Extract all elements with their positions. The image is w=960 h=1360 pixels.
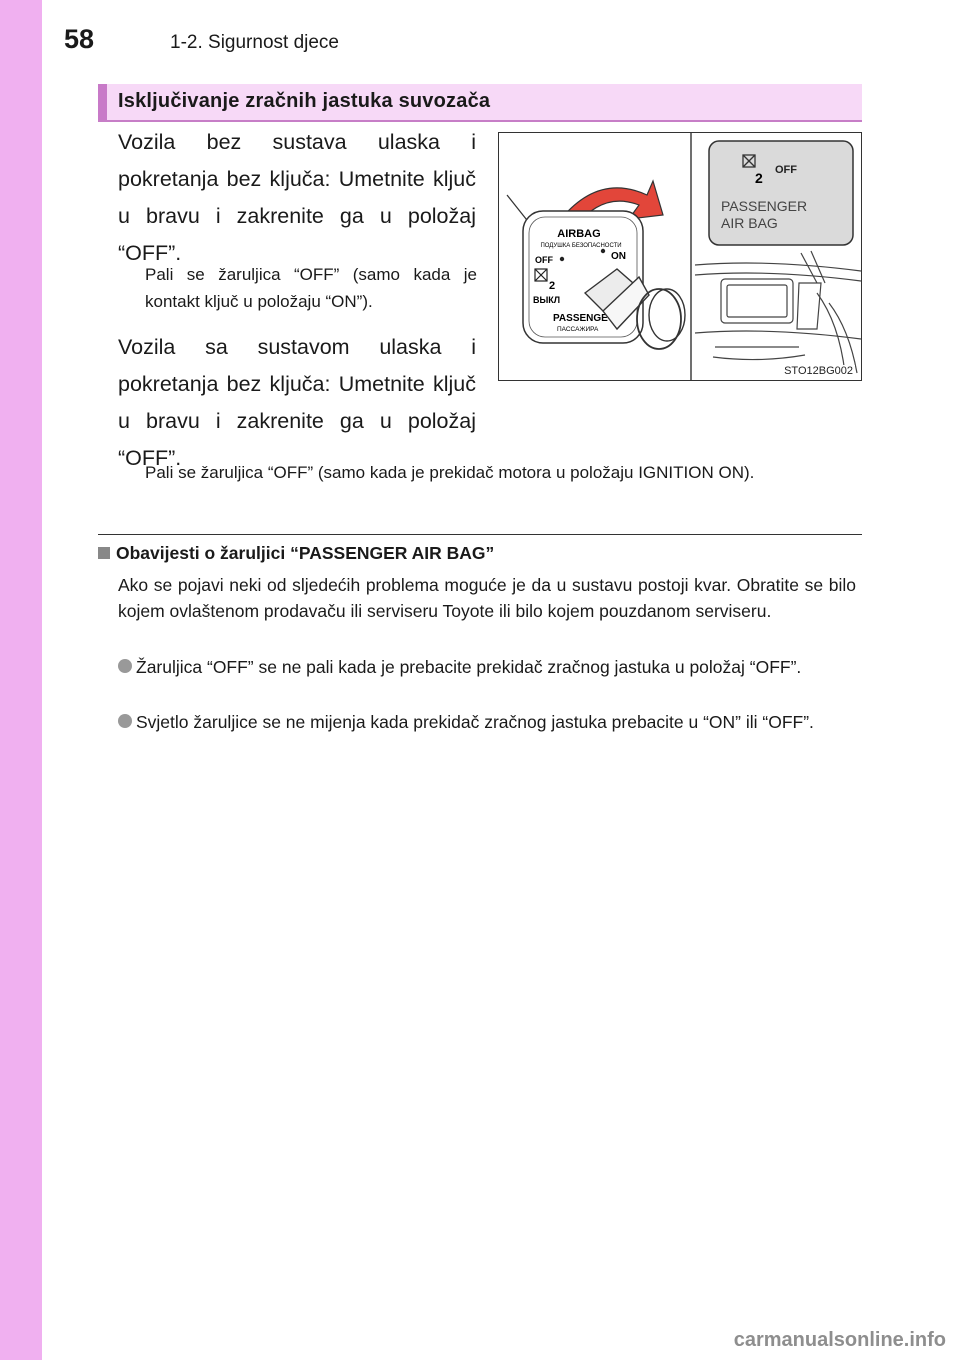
airbag-ru-label: ПОДУШКА БЕЗОПАСНОСТИ (540, 243, 622, 249)
watermark: carmanualsonline.info (733, 1329, 946, 1351)
instruction-2-note: Pali se žaruljica “OFF” (samo kada je prekidač motora u položaju IGNITION ON). (145, 463, 755, 482)
bullet-dot-icon (118, 659, 132, 673)
svg-text:2: 2 (549, 280, 556, 292)
airbag-label: AIRBAG (557, 228, 601, 240)
indicator-line2: AIR BAG (721, 215, 778, 231)
vykl-label: ВЫКЛ (533, 295, 561, 305)
square-bullet-icon (98, 547, 110, 559)
chapter-title: 1-2. Sigurnost djece (170, 32, 339, 53)
indicator-line1: PASSENGER (721, 198, 808, 214)
figure-code: STO12BG002 (784, 365, 853, 377)
notice-bullet-1 (118, 654, 863, 680)
side-color-strip (0, 0, 42, 1360)
instruction-2: Vozila sa sustavom ulaska i pokretanja bez ključa: Umetnite ključ u bravu i zakrenite ga u položaj “OFF”. (118, 335, 476, 470)
airbag-switch-figure (498, 132, 862, 381)
notice-bullet-2 (118, 709, 863, 735)
page-number: 58 (64, 24, 95, 54)
section-divider (98, 534, 862, 535)
notice-bullet-2-text: Svjetlo žaruljice se ne mijenja kada prekidač zračnog jastuka prebacite u “ON” ili “OFF”. (136, 712, 814, 732)
off-label: OFF (535, 255, 553, 265)
section-heading-bar (98, 84, 862, 122)
passenger-ru-label: ПАССАЖИРА (557, 326, 599, 333)
bullet-dot-icon (118, 714, 132, 728)
indicator-off-label: OFF (775, 164, 797, 176)
notice-heading-text: Obavijesti o žaruljici “PASSENGER AIR BAG” (116, 543, 495, 563)
section-accent (98, 84, 107, 120)
dashboard-sketch (695, 251, 861, 373)
airbag-switch-illustration (499, 133, 861, 380)
instruction-1: Vozila bez sustava ulaska i pokretanja bez ključa: Umetnite ključ u bravu i zakrenite ga u položaj “OFF”. (118, 130, 476, 265)
instruction-1-note: Pali se žaruljica “OFF” (samo kada je kontakt ključ u položaju “ON”). (145, 265, 477, 311)
notice-intro: Ako se pojavi neki od sljedećih problema moguće je da u sustavu postoji kvar. Obratite se bilo kojem ovlaštenom prodavaču ili serviseru Toyote ili bilo kojem pouzdanom serviseru. (118, 575, 856, 621)
passenger-label: PASSENGE (553, 313, 608, 324)
section-title: Isključivanje zračnih jastuka suvozača (118, 90, 491, 112)
notice-bullet-1-text: Žaruljica “OFF” se ne pali kada je prebacite prekidač zračnog jastuka u položaj “OFF”. (136, 657, 802, 677)
on-label: ON (611, 251, 626, 262)
notice-heading (98, 543, 494, 564)
svg-text:2: 2 (755, 170, 763, 186)
